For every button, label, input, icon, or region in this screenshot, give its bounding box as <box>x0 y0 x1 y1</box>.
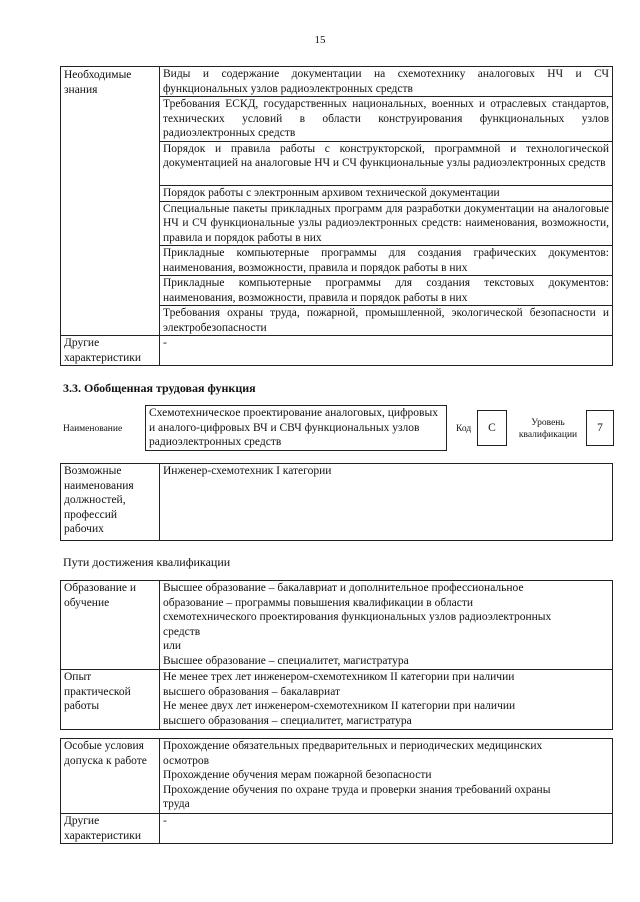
education-line: схемотехнического проектирования функциональных узлов радиоэлектронных <box>163 611 552 623</box>
experience-label: Опыт практической работы <box>61 670 160 730</box>
knowledge-label <box>61 67 160 336</box>
knowledge-label-text: Необходимые знания <box>64 69 132 96</box>
name-value: Схемотехническое проектирование аналоговых, цифровых и аналого-цифровых ВЧ и СВЧ функциональных узлов радиоэлектронных средств <box>145 405 447 451</box>
special-other-label: Другие характеристики <box>61 814 160 844</box>
special-line: осмотров <box>163 754 210 767</box>
education-table <box>60 580 613 730</box>
code-label: Код <box>456 424 472 434</box>
knowledge-item: Порядок работы с электронным архивом технической документации <box>160 185 613 201</box>
positions-table <box>60 463 613 541</box>
page-number: 15 <box>314 34 326 46</box>
experience-value <box>160 670 613 730</box>
knowledge-item: Прикладные компьютерные программы для создания графических документов: наименования, возможности, правила и порядок работы в них <box>160 246 613 276</box>
special-line: труда <box>163 798 190 810</box>
section-title: 3.3. Обобщенная трудовая функция <box>63 381 256 395</box>
knowledge-item: Специальные пакеты прикладных программ для разработки документации на аналоговые НЧ и СЧ функциональные узлы радиоэлектронных средств: наименования, возможности, правила и порядок работы в них <box>160 201 613 246</box>
name-label: Наименование <box>63 424 123 434</box>
knowledge-item: Требования охраны труда, пожарной, промышленной, экологической безопасности и электробезопасности <box>160 306 613 336</box>
special-conditions-table <box>60 738 613 844</box>
education-line: или <box>163 640 182 652</box>
knowledge-table <box>60 66 613 366</box>
knowledge-item: Порядок и правила работы с конструкторской, программной и технологической документацией на аналоговые НЧ и СЧ функциональные узлы радиоэлектронных средств <box>160 141 613 185</box>
table-row <box>61 739 613 814</box>
education-line: Высшее образование – специалитет, магистратура <box>163 654 409 667</box>
experience-line: Не менее трех лет инженером-схемотехником II категории при наличии <box>163 671 515 683</box>
level-label: Уровень квалификации <box>518 418 578 440</box>
education-label: Образование и обучение <box>61 581 160 670</box>
level-value: 7 <box>586 410 614 446</box>
education-line: Высшее образование – бакалавриат и дополнительное профессиональное <box>163 582 524 594</box>
table-row <box>61 814 613 844</box>
other-value: - <box>160 336 613 366</box>
experience-line: Не менее двух лет инженером-схемотехником II категории при наличии <box>163 700 516 712</box>
table-row <box>61 67 613 97</box>
knowledge-item: Виды и содержание документации на схемотехнику аналоговых НЧ и СЧ функциональных узлов радиоэлектронных средств <box>160 67 613 97</box>
positions-label: Возможные наименования должностей, профессий рабочих <box>61 464 160 541</box>
special-line: Прохождение обучения по охране труда и проверки знания требований охраны <box>163 783 551 796</box>
special-label: Особые условия допуска к работе <box>61 739 160 814</box>
table-row <box>61 670 613 730</box>
special-other-value: - <box>160 814 613 844</box>
table-row <box>61 464 613 541</box>
positions-value: Инженер-схемотехник I категории <box>160 464 613 541</box>
education-line: средств <box>163 625 201 638</box>
table-row <box>61 336 613 366</box>
paths-title: Пути достижения квалификации <box>63 555 231 569</box>
table-row <box>61 581 613 670</box>
special-value <box>160 739 613 814</box>
knowledge-item: Прикладные компьютерные программы для создания текстовых документов: наименования, возможности, правила и порядок работы в них <box>160 276 613 306</box>
education-line: образование – программы повышения квалификации в области <box>163 596 474 609</box>
experience-line: высшего образования – специалитет, магистратура <box>163 714 412 727</box>
special-line: Прохождение обучения мерам пожарной безопасности <box>163 769 432 781</box>
special-line: Прохождение обязательных предварительных и периодических медицинских <box>163 740 543 752</box>
education-value <box>160 581 613 670</box>
code-value: C <box>477 410 507 446</box>
other-label: Другие характеристики <box>61 336 160 366</box>
experience-line: высшего образования – бакалавриат <box>163 685 341 698</box>
knowledge-item: Требования ЕСКД, государственных национальных, военных и отраслевых стандартов, технических условий в области конструирования функциональных узлов радиоэлектронных средств <box>160 97 613 142</box>
